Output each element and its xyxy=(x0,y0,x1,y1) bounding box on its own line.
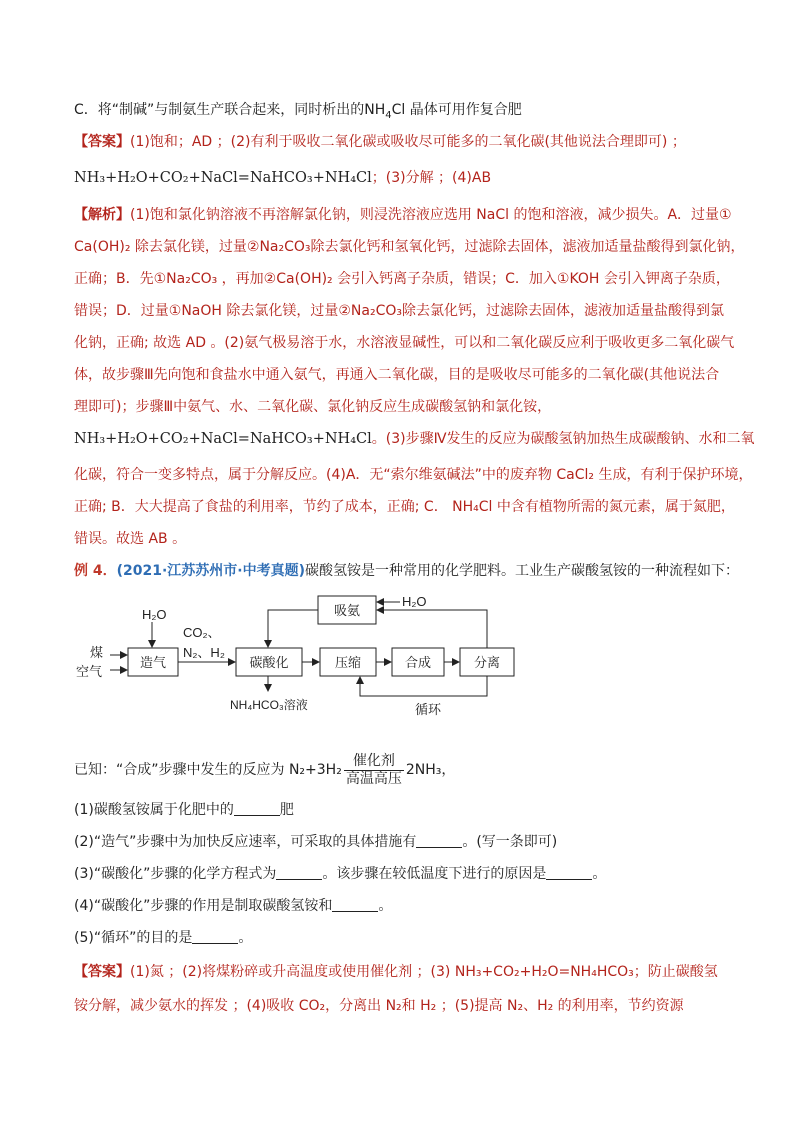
explanation-line-9: 化碳，符合一变多特点，属于分解反应。(4)A．无“索尔维氨碱法”中的废弃物 CaCl₂ 生成，有利于保护环境， xyxy=(74,467,753,483)
label-cycle: 循环 xyxy=(415,702,442,717)
answer-blank[interactable] xyxy=(234,801,280,816)
answer-label: 【答案】 xyxy=(74,964,130,980)
answer-blank[interactable] xyxy=(546,865,592,880)
label-air: 空气 xyxy=(76,664,103,679)
label-yasuo: 压缩 xyxy=(334,655,362,670)
answer-blank[interactable] xyxy=(416,833,462,848)
process-flow-diagram xyxy=(70,588,530,718)
explanation-line-1: 【解析】(1)饱和氯化钠溶液不再溶解氯化钠，则浸洗溶液应选用 NaCl 的饱和溶液，减少损失。A．过量① xyxy=(74,207,732,223)
explanation-line-3: 正确；B．先①Na₂CO₃ ，再加②Ca(OH)₂ 会引入钙离子杂质，错误；C．加入①KOH 会引入钾离子杂质， xyxy=(74,271,730,287)
question-4: (4)“碳酸化”步骤的作用是制取碳酸氢铵和 。 xyxy=(74,898,393,914)
explanation-line-8: NH₃+H₂O+CO₂+NaCl=NaHCO₃+NH₄Cl。(3)步骤Ⅳ发生的反应为碳酸氢钠加热生成碳酸钠、水和二氧 xyxy=(74,431,755,447)
label-tansuanhua: 碳酸化 xyxy=(249,655,289,670)
answer-2-line-2: 铵分解，减少氨水的挥发 ；(4)吸收 CO₂，分离出 N₂和 H₂ ；(5)提高 N₂、H₂ 的利用率，节约资源 xyxy=(74,998,684,1014)
answer-line-1: 【答案】(1)饱和；AD ；(2)有利于吸收二氧化碳或吸收尽可能多的二氧化碳(其他说法合理即可) ； xyxy=(74,134,686,150)
explanation-line-10: 正确; B．大大提高了食盐的利用率，节约了成本，正确; C． NH₄Cl 中含有植物所需的氮元素，属于氮肥， xyxy=(74,499,735,515)
label-gas-bot: N₂、H₂ xyxy=(183,645,225,660)
question-5: (5)“循环”的目的是 。 xyxy=(74,930,253,946)
answer-line-2: NH₃+H₂O+CO₂+NaCl=NaHCO₃+NH₄Cl；(3)分解 ；(4)AB xyxy=(74,170,492,186)
label-product: NH₄HCO₃溶液 xyxy=(230,698,308,712)
question-3: (3)“碳酸化”步骤的化学方程式为 。该步骤在较低温度下进行的原因是 。 xyxy=(74,866,607,882)
explanation-line-5: 化钠，正确; 故选 AD 。(2)氨气极易溶于水，水溶液显碱性，可以和二氧化碳反应利于吸收更多二氧化碳气 xyxy=(74,335,735,351)
reaction-condition: $\frac{\text{催化剂}}{\text{高温高压}}$ xyxy=(345,752,402,787)
explanation-label: 【解析】 xyxy=(74,207,130,223)
equation-2: NH₃+H₂O+CO₂+NaCl=NaHCO₃+NH₄Cl xyxy=(74,431,372,447)
explanation-line-11: 错误。故选 AB 。 xyxy=(74,531,187,547)
label-h2o-right: H₂O xyxy=(402,594,427,609)
label-hecheng: 合成 xyxy=(404,655,432,670)
label-gas-top: CO₂、 xyxy=(183,625,221,640)
answer-blank[interactable] xyxy=(332,897,378,912)
example-4-header: 例 4．(2021·江苏苏州市·中考真题)碳酸氢铵是一种常用的化学肥料。工业生产碳酸氢铵的一种流程如下： xyxy=(74,563,740,579)
example-label: 例 4． xyxy=(74,563,117,579)
question-2: (2)“造气”步骤中为加快反应速率，可采取的具体措施有 。(写一条即可) xyxy=(74,834,558,850)
explanation-line-4: 错误；D．过量①NaOH 除去氯化镁，过量②Na₂CO₃除去氯化钙，过滤除去固体，滤液加适量盐酸得到氯 xyxy=(74,303,724,319)
label-zaoqi: 造气 xyxy=(139,655,167,670)
answer-label: 【答案】 xyxy=(74,134,130,150)
label-xian: 吸氨 xyxy=(333,603,361,618)
example-source: (2021·江苏苏州市·中考真题) xyxy=(116,563,306,579)
label-fenli: 分离 xyxy=(473,655,501,670)
answer-blank[interactable] xyxy=(192,929,238,944)
explanation-line-7: 理即可)；步骤Ⅲ中氨气、水、二氧化碳、氯化钠反应生成碳酸氢钠和氯化铵， xyxy=(74,399,552,415)
explanation-line-2: Ca(OH)₂ 除去氯化镁，过量②Na₂CO₃除去氯化钙和氢氧化钙，过滤除去固体，滤液加适量盐酸得到氯化钠， xyxy=(74,239,745,255)
explanation-line-6: 体，故步骤Ⅲ先向饱和食盐水中通入氨气，再通入二氧化碳，目的是吸收尽可能多的二氧化碳(其他说法合 xyxy=(74,367,720,383)
label-coal: 煤 xyxy=(90,645,104,660)
label-h2o-left: H₂O xyxy=(142,607,167,622)
equation-1: NH₃+H₂O+CO₂+NaCl=NaHCO₃+NH₄Cl xyxy=(74,170,372,186)
answer-2-line-1: 【答案】(1)氮 ；(2)将煤粉碎或升高温度或使用催化剂 ；(3) NH₃+CO₂+H₂O=NH₄HCO₃；防止碳酸氢 xyxy=(74,964,718,980)
question-1: (1)碳酸氢铵属于化肥中的 肥 xyxy=(74,802,294,818)
known-reaction-line: 已知：“合成”步骤中发生的反应为 N₂+3H₂ $\frac{\text{催化剂}}{\text{高温高压}}$ 2NH₃， xyxy=(74,752,456,787)
option-c-line: C．将“制碱”与制氨生产联合起来，同时析出的$NH_4Cl$ 晶体可用作复合肥 xyxy=(74,102,522,121)
answer-blank[interactable] xyxy=(276,865,322,880)
